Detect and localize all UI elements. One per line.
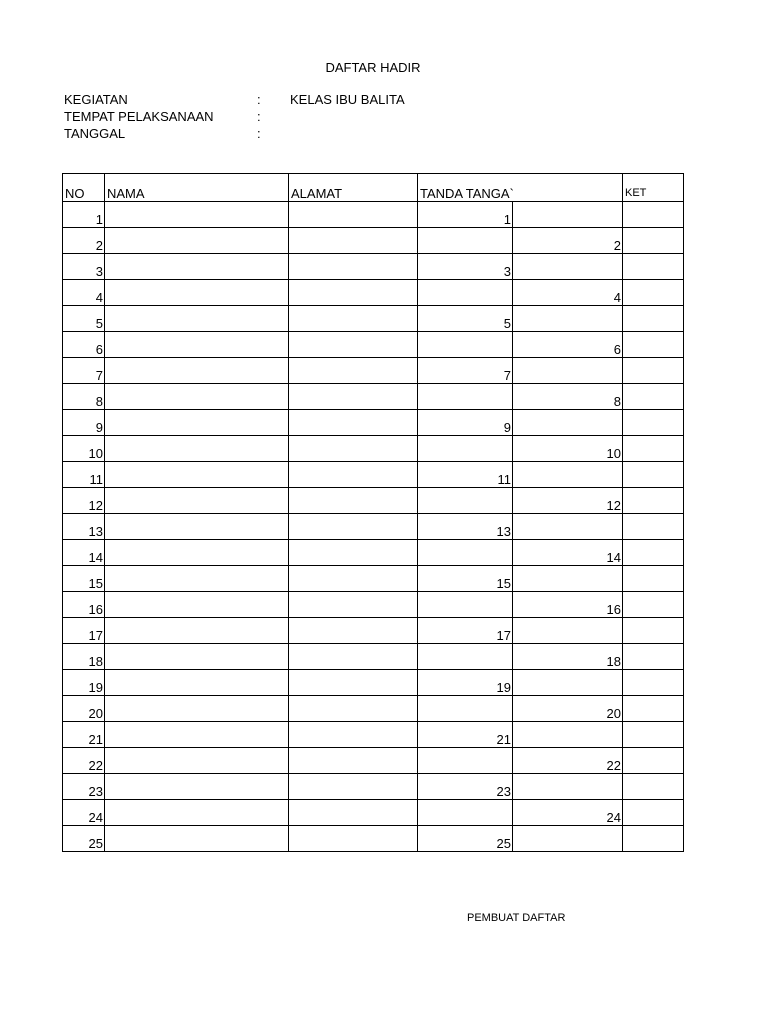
signature-right-cell [513, 618, 623, 644]
table-row [63, 592, 684, 618]
nama-cell [105, 202, 289, 228]
no-cell: 18 [63, 644, 105, 670]
signature-left-cell: 13 [418, 514, 513, 540]
no-cell: 16 [63, 592, 105, 618]
nama-cell [105, 488, 289, 514]
alamat-cell [289, 306, 418, 332]
nama-cell [105, 696, 289, 722]
signature-right-cell: 16 [513, 592, 623, 618]
signature-right-cell: 6 [513, 332, 623, 358]
no-cell: 1 [63, 202, 105, 228]
no-cell: 19 [63, 670, 105, 696]
alamat-cell [289, 696, 418, 722]
pembuat-daftar-label: PEMBUAT DAFTAR [467, 912, 566, 924]
alamat-cell [289, 644, 418, 670]
attendance-table [62, 173, 684, 852]
nama-cell [105, 800, 289, 826]
signature-left-cell: 1 [418, 202, 513, 228]
signature-right-cell [513, 514, 623, 540]
no-cell: 17 [63, 618, 105, 644]
ket-cell [623, 488, 684, 514]
signature-right-cell [513, 670, 623, 696]
no-cell: 20 [63, 696, 105, 722]
table-row [63, 410, 684, 436]
signature-left-cell: 3 [418, 254, 513, 280]
alamat-cell [289, 332, 418, 358]
signature-right-cell: 14 [513, 540, 623, 566]
header-alamat: ALAMAT [289, 174, 418, 202]
no-cell: 11 [63, 462, 105, 488]
signature-right-cell: 18 [513, 644, 623, 670]
alamat-cell [289, 384, 418, 410]
signature-left-cell: 7 [418, 358, 513, 384]
alamat-cell [289, 228, 418, 254]
nama-cell [105, 540, 289, 566]
ket-cell [623, 540, 684, 566]
nama-cell [105, 670, 289, 696]
info-value: KELAS IBU BALITA [290, 92, 405, 107]
table-row [63, 384, 684, 410]
alamat-cell [289, 514, 418, 540]
alamat-cell [289, 436, 418, 462]
ket-cell [623, 202, 684, 228]
signature-right-cell [513, 774, 623, 800]
table-header-row [63, 174, 684, 202]
alamat-cell [289, 592, 418, 618]
alamat-cell [289, 722, 418, 748]
nama-cell [105, 514, 289, 540]
nama-cell [105, 332, 289, 358]
alamat-cell [289, 774, 418, 800]
no-cell: 9 [63, 410, 105, 436]
alamat-cell [289, 254, 418, 280]
ket-cell [623, 306, 684, 332]
no-cell: 24 [63, 800, 105, 826]
signature-left-cell [418, 644, 513, 670]
alamat-cell [289, 540, 418, 566]
table-row [63, 254, 684, 280]
signature-left-cell [418, 696, 513, 722]
nama-cell [105, 228, 289, 254]
no-cell: 2 [63, 228, 105, 254]
no-cell: 15 [63, 566, 105, 592]
table-row [63, 488, 684, 514]
table-row [63, 618, 684, 644]
no-cell: 21 [63, 722, 105, 748]
signature-left-cell [418, 228, 513, 254]
table-row [63, 670, 684, 696]
ket-cell [623, 436, 684, 462]
alamat-cell [289, 566, 418, 592]
ket-cell [623, 358, 684, 384]
no-cell: 13 [63, 514, 105, 540]
table-row [63, 696, 684, 722]
ket-cell [623, 644, 684, 670]
signature-right-cell: 4 [513, 280, 623, 306]
signature-left-cell: 5 [418, 306, 513, 332]
no-cell: 4 [63, 280, 105, 306]
signature-left-cell [418, 540, 513, 566]
ket-cell [623, 592, 684, 618]
signature-right-cell [513, 254, 623, 280]
ket-cell [623, 384, 684, 410]
no-cell: 25 [63, 826, 105, 852]
nama-cell [105, 436, 289, 462]
no-cell: 8 [63, 384, 105, 410]
table-row [63, 462, 684, 488]
no-cell: 3 [63, 254, 105, 280]
ket-cell [623, 462, 684, 488]
signature-right-cell [513, 358, 623, 384]
alamat-cell [289, 826, 418, 852]
signature-left-cell [418, 384, 513, 410]
info-label: KEGIATAN [64, 92, 128, 107]
alamat-cell [289, 488, 418, 514]
signature-left-cell: 15 [418, 566, 513, 592]
info-label: TANGGAL [64, 126, 126, 141]
signature-left-cell [418, 436, 513, 462]
no-cell: 6 [63, 332, 105, 358]
table-row [63, 800, 684, 826]
signature-right-cell: 12 [513, 488, 623, 514]
table-row [63, 566, 684, 592]
ket-cell [623, 774, 684, 800]
ket-cell [623, 618, 684, 644]
table-row [63, 826, 684, 852]
signature-left-cell: 23 [418, 774, 513, 800]
table-row [63, 644, 684, 670]
nama-cell [105, 592, 289, 618]
signature-left-cell: 9 [418, 410, 513, 436]
table-row [63, 228, 684, 254]
table-row [63, 748, 684, 774]
nama-cell [105, 306, 289, 332]
signature-right-cell [513, 462, 623, 488]
ket-cell [623, 410, 684, 436]
table-row [63, 202, 684, 228]
ket-cell [623, 254, 684, 280]
no-cell: 5 [63, 306, 105, 332]
signature-left-cell [418, 748, 513, 774]
document-title: DAFTAR HADIR [325, 60, 421, 75]
nama-cell [105, 384, 289, 410]
ket-cell [623, 514, 684, 540]
signature-left-cell: 17 [418, 618, 513, 644]
nama-cell [105, 826, 289, 852]
alamat-cell [289, 358, 418, 384]
signature-left-cell [418, 592, 513, 618]
ket-cell [623, 722, 684, 748]
signature-right-cell [513, 202, 623, 228]
header-nama: NAMA [105, 174, 289, 202]
table-row [63, 514, 684, 540]
nama-cell [105, 618, 289, 644]
no-cell: 22 [63, 748, 105, 774]
ket-cell [623, 748, 684, 774]
nama-cell [105, 774, 289, 800]
signature-left-cell [418, 488, 513, 514]
table-row [63, 358, 684, 384]
signature-left-cell: 19 [418, 670, 513, 696]
signature-right-cell: 10 [513, 436, 623, 462]
alamat-cell [289, 618, 418, 644]
nama-cell [105, 410, 289, 436]
alamat-cell [289, 748, 418, 774]
signature-right-cell: 2 [513, 228, 623, 254]
info-colon: : [257, 92, 261, 107]
nama-cell [105, 254, 289, 280]
signature-right-cell [513, 826, 623, 852]
signature-right-cell: 24 [513, 800, 623, 826]
table-row [63, 774, 684, 800]
signature-right-cell: 20 [513, 696, 623, 722]
ket-cell [623, 696, 684, 722]
header-ket: KET [623, 174, 684, 202]
nama-cell [105, 566, 289, 592]
ket-cell [623, 670, 684, 696]
table-row [63, 280, 684, 306]
header-no: NO [63, 174, 105, 202]
no-cell: 23 [63, 774, 105, 800]
table-row [63, 306, 684, 332]
alamat-cell [289, 202, 418, 228]
signature-right-cell [513, 306, 623, 332]
ket-cell [623, 332, 684, 358]
info-colon: : [257, 126, 261, 141]
signature-right-cell [513, 722, 623, 748]
ket-cell [623, 826, 684, 852]
header-tanda-tangan: TANDA TANGA` [418, 174, 623, 202]
ket-cell [623, 280, 684, 306]
nama-cell [105, 748, 289, 774]
alamat-cell [289, 280, 418, 306]
table-row [63, 436, 684, 462]
info-colon: : [257, 109, 261, 124]
alamat-cell [289, 800, 418, 826]
nama-cell [105, 644, 289, 670]
signature-left-cell [418, 332, 513, 358]
signature-right-cell: 22 [513, 748, 623, 774]
alamat-cell [289, 410, 418, 436]
signature-left-cell: 25 [418, 826, 513, 852]
alamat-cell [289, 462, 418, 488]
signature-right-cell [513, 566, 623, 592]
no-cell: 7 [63, 358, 105, 384]
ket-cell [623, 800, 684, 826]
nama-cell [105, 462, 289, 488]
info-label: TEMPAT PELAKSANAAN [64, 109, 214, 124]
signature-left-cell: 11 [418, 462, 513, 488]
nama-cell [105, 280, 289, 306]
nama-cell [105, 722, 289, 748]
no-cell: 12 [63, 488, 105, 514]
nama-cell [105, 358, 289, 384]
signature-left-cell [418, 280, 513, 306]
signature-left-cell: 21 [418, 722, 513, 748]
table-row [63, 722, 684, 748]
ket-cell [623, 566, 684, 592]
no-cell: 14 [63, 540, 105, 566]
table-row [63, 332, 684, 358]
ket-cell [623, 228, 684, 254]
no-cell: 10 [63, 436, 105, 462]
alamat-cell [289, 670, 418, 696]
signature-right-cell: 8 [513, 384, 623, 410]
signature-right-cell [513, 410, 623, 436]
signature-left-cell [418, 800, 513, 826]
table-row [63, 540, 684, 566]
